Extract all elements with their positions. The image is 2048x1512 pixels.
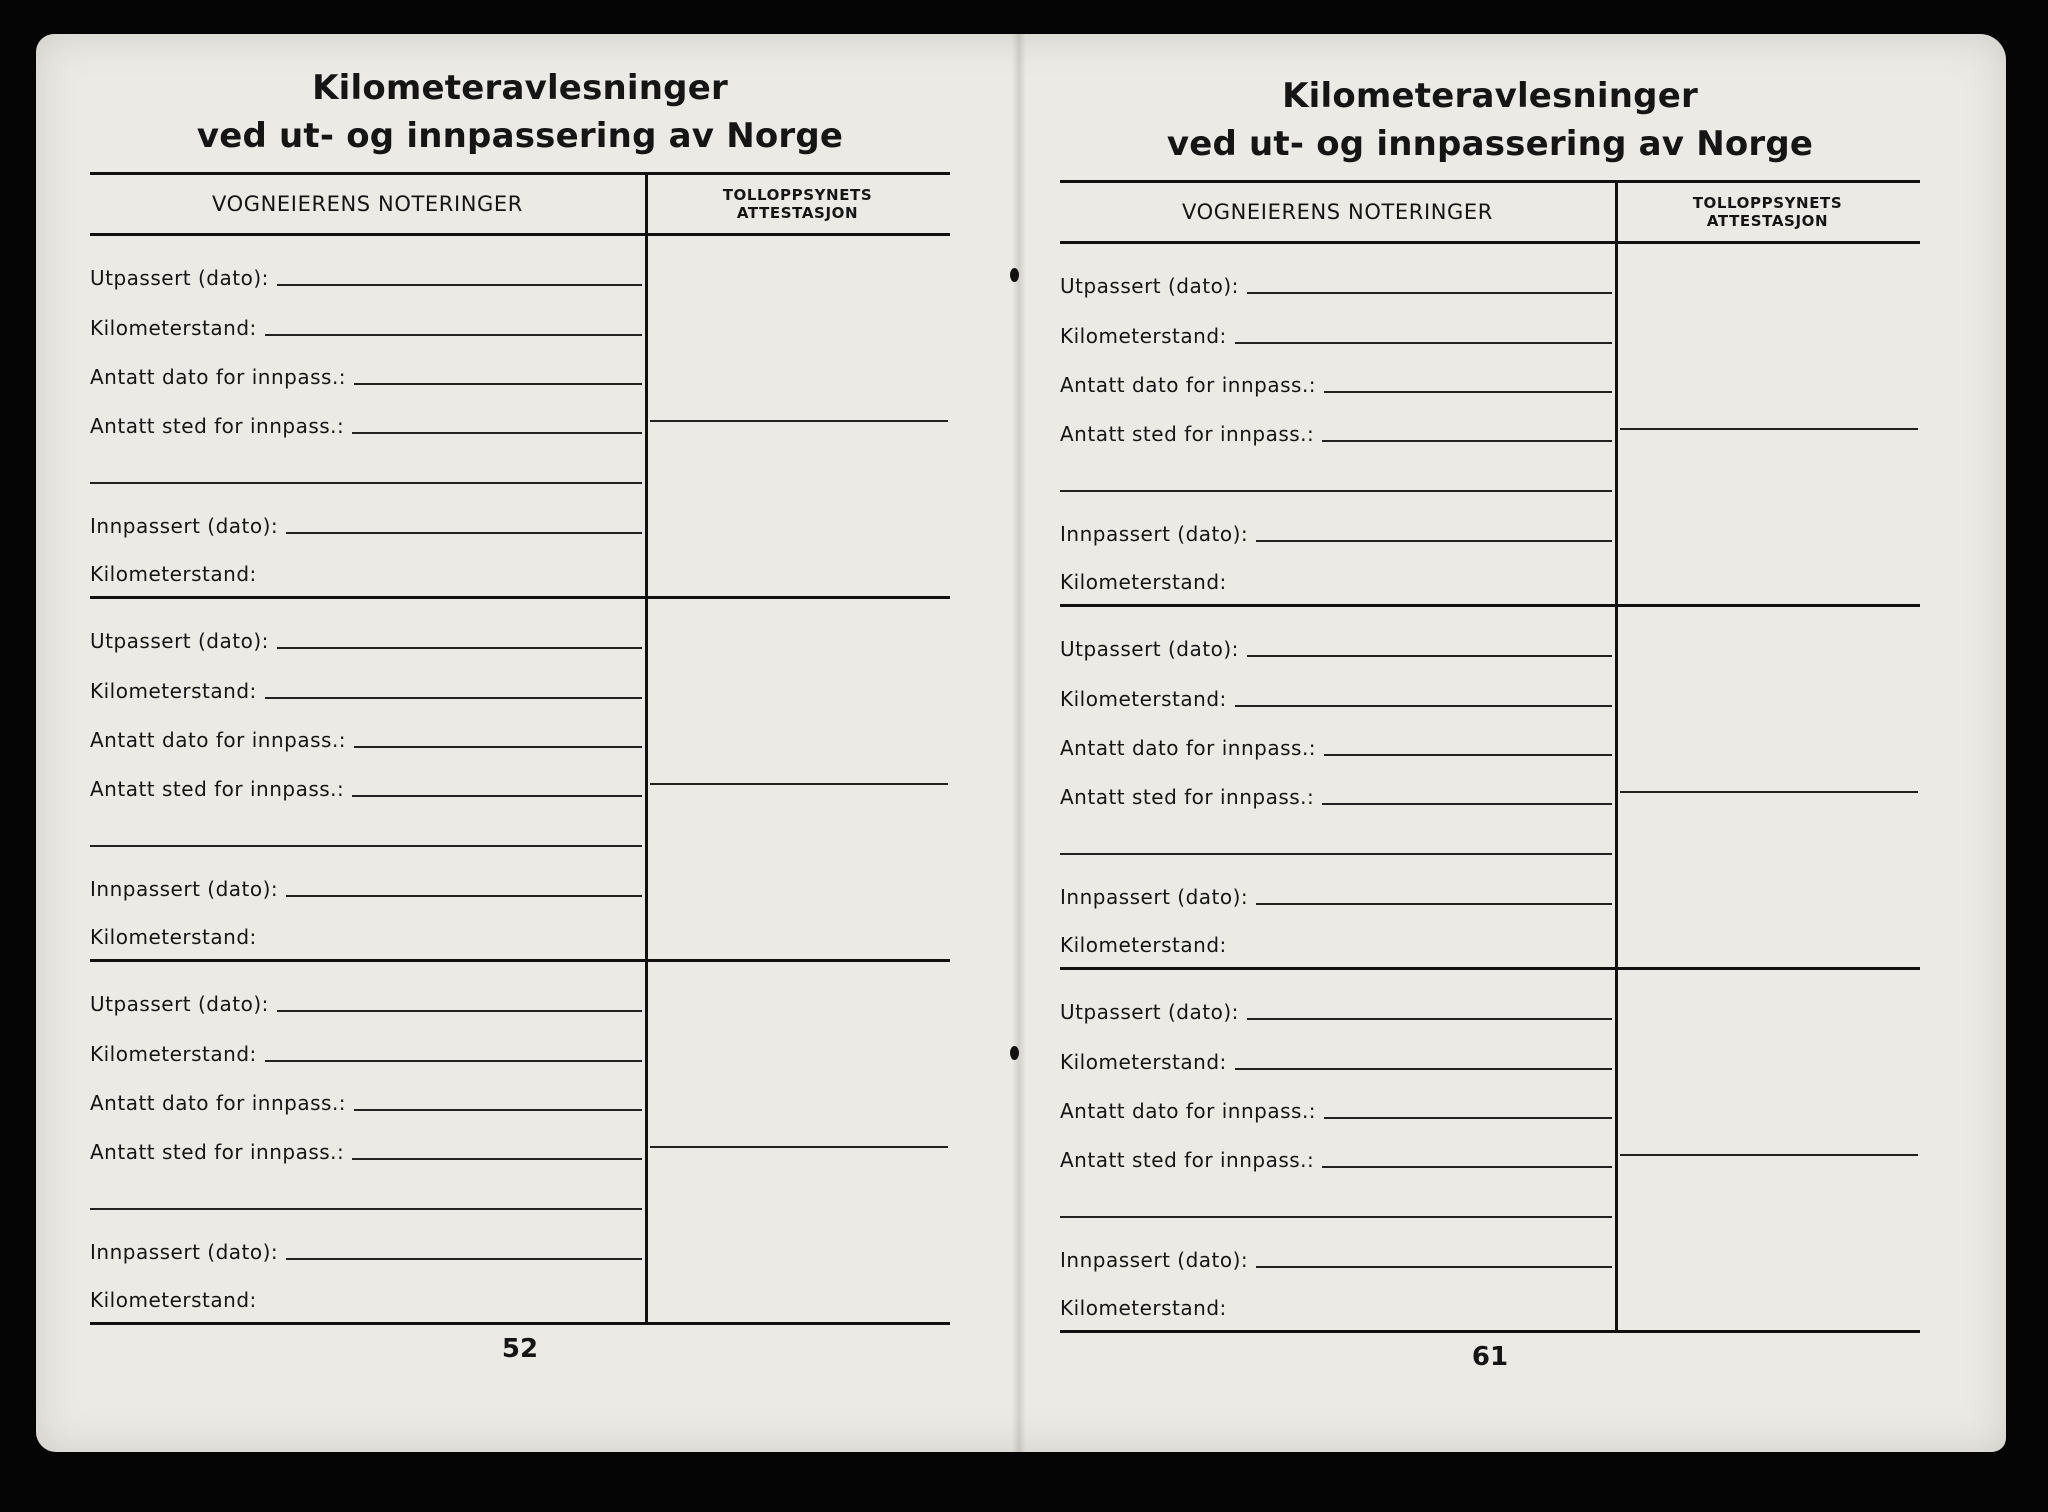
utpassert-row[interactable] (90, 260, 642, 290)
antatt-dato-label: Antatt dato for innpass.: (1060, 736, 1317, 760)
antatt-dato-label: Antatt dato for innpass.: (90, 728, 347, 752)
utpassert-label: Utpassert (dato): (90, 266, 269, 290)
kilometerstand-row[interactable] (90, 673, 642, 703)
fill-line[interactable] (1235, 342, 1612, 344)
attestation-divider (650, 420, 948, 422)
page-right (1060, 72, 1920, 1512)
kilometerstand-label: Kilometerstand: (1060, 324, 1227, 348)
attestation-divider (1620, 1154, 1918, 1156)
binding-hole (1010, 1046, 1019, 1060)
fill-line[interactable] (1247, 655, 1612, 657)
kilometerstand-label: Kilometerstand: (90, 1042, 257, 1066)
column-divider (1615, 244, 1618, 604)
innpassert-label: Innpassert (dato): (90, 877, 279, 901)
utpassert-label: Utpassert (dato): (90, 992, 269, 1016)
fill-line[interactable] (286, 895, 642, 897)
fill-line[interactable] (265, 334, 642, 336)
blank-row[interactable] (1060, 1192, 1612, 1222)
fill-line[interactable] (1322, 440, 1612, 442)
title-line-2: ved ut- og innpassering av Norge (196, 116, 844, 156)
antatt-sted-label: Antatt sted for innpass.: (1060, 422, 1315, 446)
kilometerstand-label: Kilometerstand: (90, 1288, 257, 1312)
innpassert-row[interactable] (1060, 1242, 1612, 1272)
page-left (90, 64, 950, 1504)
antatt-sted-row[interactable] (1060, 1142, 1612, 1172)
fill-line[interactable] (90, 845, 642, 847)
utpassert-row[interactable] (1060, 994, 1612, 1024)
innpassert-row[interactable] (90, 508, 642, 538)
customs-header-line-1: TOLLOPPSYNETS (1692, 194, 1843, 212)
entry-block (90, 962, 950, 1325)
entry-block (90, 236, 950, 599)
antatt-sted-row[interactable] (90, 771, 642, 801)
page-title (90, 64, 950, 160)
column-divider (645, 236, 648, 596)
column-divider (645, 962, 648, 1322)
blank-row[interactable] (1060, 829, 1612, 859)
entry-block (90, 599, 950, 962)
antatt-sted-label: Antatt sted for innpass.: (90, 414, 345, 438)
kilometerstand-row (90, 556, 642, 586)
column-divider (645, 599, 648, 959)
antatt-sted-label: Antatt sted for innpass.: (90, 1140, 345, 1164)
antatt-sted-label: Antatt sted for innpass.: (1060, 785, 1315, 809)
antatt-sted-row[interactable] (1060, 416, 1612, 446)
innpassert-row[interactable] (1060, 879, 1612, 909)
kilometerstand-row (1060, 564, 1612, 594)
kilometerstand-label: Kilometerstand: (90, 316, 257, 340)
blank-row[interactable] (1060, 466, 1612, 496)
antatt-dato-row[interactable] (90, 722, 642, 752)
fill-line[interactable] (1247, 292, 1612, 294)
utpassert-label: Utpassert (dato): (1060, 274, 1239, 298)
customs-header-line-2: ATTESTASJON (736, 204, 859, 222)
fill-line[interactable] (1324, 391, 1612, 393)
attestation-divider (650, 783, 948, 785)
fill-line[interactable] (1324, 754, 1612, 756)
attestation-divider (1620, 791, 1918, 793)
kilometerstand-row (90, 919, 642, 949)
fill-line[interactable] (265, 1060, 642, 1062)
fill-line[interactable] (352, 795, 642, 797)
entry-block (1060, 970, 1920, 1333)
fill-line[interactable] (277, 647, 642, 649)
title-line-1: Kilometeravlesninger (312, 68, 728, 108)
fill-line[interactable] (1235, 1068, 1612, 1070)
fill-line[interactable] (1256, 1266, 1612, 1268)
antatt-dato-row[interactable] (90, 1085, 642, 1115)
utpassert-row[interactable] (90, 986, 642, 1016)
title-line-1: Kilometeravlesninger (1282, 76, 1698, 116)
antatt-dato-label: Antatt dato for innpass.: (1060, 373, 1317, 397)
kilometerstand-row[interactable] (1060, 318, 1612, 348)
innpassert-row[interactable] (90, 1234, 642, 1264)
fill-line[interactable] (354, 1109, 642, 1111)
binding-hole (1010, 268, 1019, 282)
fill-line[interactable] (1060, 490, 1612, 492)
owner-notes-header: VOGNEIERENS NOTERINGER (1182, 200, 1493, 224)
kilometerstand-row (1060, 927, 1612, 957)
fill-line[interactable] (1256, 540, 1612, 542)
antatt-dato-label: Antatt dato for innpass.: (90, 1091, 347, 1115)
utpassert-row[interactable] (1060, 268, 1612, 298)
blank-row[interactable] (90, 1184, 642, 1214)
fill-line[interactable] (352, 432, 642, 434)
entry-block (1060, 607, 1920, 970)
table-header (1060, 180, 1920, 244)
fill-line[interactable] (1247, 1018, 1612, 1020)
fill-line[interactable] (90, 482, 642, 484)
column-divider (1615, 970, 1618, 1330)
fill-line[interactable] (286, 1258, 642, 1260)
kilometerstand-label: Kilometerstand: (1060, 570, 1227, 594)
kilometerstand-label: Kilometerstand: (1060, 1050, 1227, 1074)
table-header (90, 172, 950, 236)
fill-line[interactable] (265, 697, 642, 699)
antatt-dato-row[interactable] (90, 359, 642, 389)
fill-line[interactable] (354, 383, 642, 385)
fill-line[interactable] (1060, 853, 1612, 855)
innpassert-row[interactable] (90, 871, 642, 901)
kilometerstand-label: Kilometerstand: (1060, 933, 1227, 957)
utpassert-label: Utpassert (dato): (1060, 637, 1239, 661)
kilometerstand-label: Kilometerstand: (90, 679, 257, 703)
blank-row[interactable] (90, 821, 642, 851)
antatt-sted-label: Antatt sted for innpass.: (1060, 1148, 1315, 1172)
innpassert-label: Innpassert (dato): (1060, 522, 1249, 546)
kilometerstand-row[interactable] (1060, 681, 1612, 711)
kilometerstand-label: Kilometerstand: (1060, 687, 1227, 711)
antatt-sted-row[interactable] (90, 408, 642, 438)
kilometerstand-row[interactable] (1060, 1044, 1612, 1074)
kilometerstand-row[interactable] (90, 310, 642, 340)
kilometerstand-row (90, 1282, 642, 1312)
fill-line[interactable] (1324, 1117, 1612, 1119)
utpassert-label: Utpassert (dato): (1060, 1000, 1239, 1024)
kilometerstand-label: Kilometerstand: (90, 925, 257, 949)
kilometerstand-row (1060, 1290, 1612, 1320)
innpassert-label: Innpassert (dato): (90, 1240, 279, 1264)
innpassert-label: Innpassert (dato): (90, 514, 279, 538)
antatt-sted-label: Antatt sted for innpass.: (90, 777, 345, 801)
innpassert-row[interactable] (1060, 516, 1612, 546)
fill-line[interactable] (277, 284, 642, 286)
attestation-divider (650, 1146, 948, 1148)
fill-line[interactable] (1060, 1216, 1612, 1218)
fill-line[interactable] (1256, 903, 1612, 905)
attestation-divider (1620, 428, 1918, 430)
page-number: 61 (1471, 1342, 1509, 1372)
customs-attestation-header (1615, 183, 1920, 241)
fill-line[interactable] (277, 1010, 642, 1012)
antatt-dato-row[interactable] (1060, 1093, 1612, 1123)
entry-block (1060, 244, 1920, 607)
fill-line[interactable] (354, 746, 642, 748)
utpassert-row[interactable] (90, 623, 642, 653)
kilometerstand-row[interactable] (90, 1036, 642, 1066)
fill-line[interactable] (286, 532, 642, 534)
fill-line[interactable] (90, 1208, 642, 1210)
antatt-dato-row[interactable] (1060, 730, 1612, 760)
utpassert-row[interactable] (1060, 631, 1612, 661)
antatt-dato-label: Antatt dato for innpass.: (90, 365, 347, 389)
customs-attestation-header (645, 175, 950, 233)
antatt-sted-row[interactable] (90, 1134, 642, 1164)
antatt-sted-row[interactable] (1060, 779, 1612, 809)
column-divider (1615, 607, 1618, 967)
innpassert-label: Innpassert (dato): (1060, 885, 1249, 909)
blank-row[interactable] (90, 458, 642, 488)
antatt-dato-row[interactable] (1060, 367, 1612, 397)
antatt-dato-label: Antatt dato for innpass.: (1060, 1099, 1317, 1123)
page-number: 52 (501, 1334, 539, 1364)
fill-line[interactable] (352, 1158, 642, 1160)
innpassert-label: Innpassert (dato): (1060, 1248, 1249, 1272)
customs-header-line-1: TOLLOPPSYNETS (722, 186, 873, 204)
fill-line[interactable] (1322, 1166, 1612, 1168)
fill-line[interactable] (1322, 803, 1612, 805)
page-title (1060, 72, 1920, 168)
kilometerstand-label: Kilometerstand: (90, 562, 257, 586)
center-fold (1012, 34, 1026, 1452)
kilometerstand-label: Kilometerstand: (1060, 1296, 1227, 1320)
owner-notes-header: VOGNEIERENS NOTERINGER (212, 192, 523, 216)
fill-line[interactable] (1235, 705, 1612, 707)
title-line-2: ved ut- og innpassering av Norge (1166, 124, 1814, 164)
utpassert-label: Utpassert (dato): (90, 629, 269, 653)
customs-header-line-2: ATTESTASJON (1706, 212, 1829, 230)
